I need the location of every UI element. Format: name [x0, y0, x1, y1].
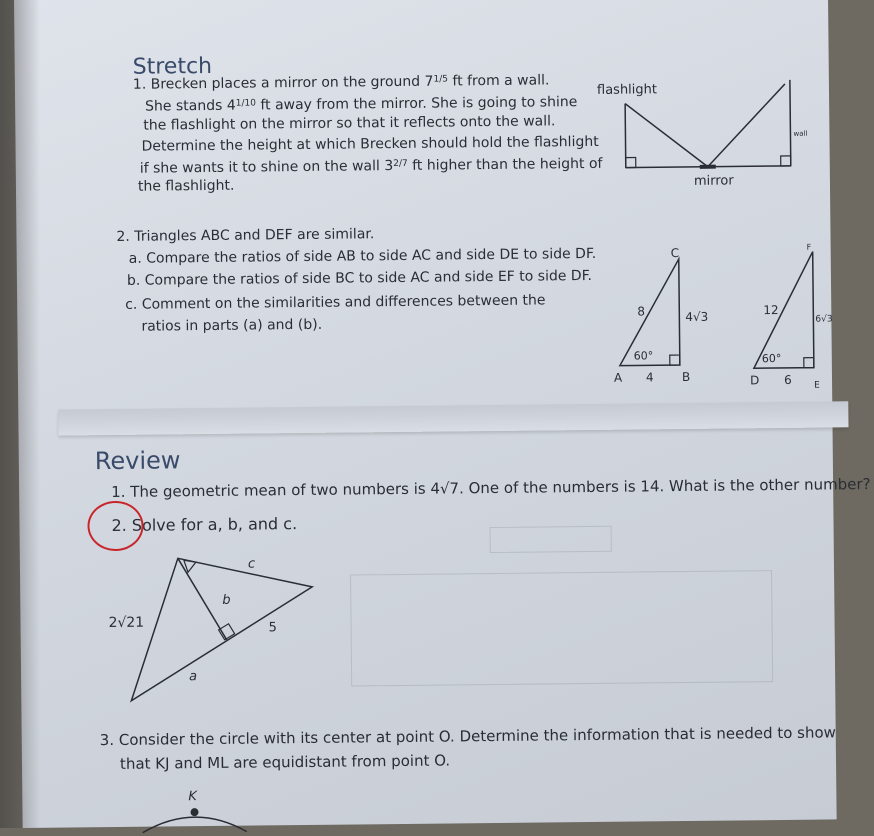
- side-df-label: 12: [763, 303, 779, 318]
- side-bc-label: 4√3: [685, 309, 709, 324]
- review-q1: 1. The geometric mean of two numbers is 4√7. One of the numbers is 14. What is the other number?: [111, 475, 871, 502]
- side-ac-label: 8: [637, 304, 646, 319]
- triangle-abc: [605, 247, 717, 398]
- triangle-def: [735, 241, 837, 398]
- side-ab-label: 4: [645, 370, 654, 385]
- red-marker-circle: [87, 501, 144, 552]
- altitude-line: [178, 558, 227, 640]
- answer-box-2: [350, 570, 773, 686]
- q1-line-4: Determine the height at which Brecken should hold the flashlight: [141, 133, 599, 155]
- mirror-label: mirror: [693, 173, 734, 189]
- review-q3-line-1: 3. Consider the circle with its center at point O. Determine the information that is needed to show: [99, 723, 836, 750]
- review-heading: Review: [94, 446, 181, 476]
- review-triangle-figure: [108, 549, 330, 711]
- side-de-label: 6: [783, 372, 792, 387]
- fraction-3-2-7: 2/7: [393, 158, 408, 170]
- light-ray-incoming: [625, 103, 708, 168]
- mirror-shape: [700, 165, 716, 169]
- mirror-flashlight-diagram: [595, 80, 806, 194]
- answer-box-1: [490, 526, 612, 553]
- review-q2: 2. Solve for a, b, and c.: [111, 514, 298, 536]
- angle-a-label: 60°: [633, 349, 654, 363]
- label-a: a: [189, 669, 198, 685]
- q1-line-5: if she wants it to shine on the wall 32/7 ft higher than the height of: [139, 155, 603, 177]
- label-c: c: [247, 556, 256, 572]
- vertex-b: B: [681, 369, 691, 385]
- q2-intro: 2. Triangles ABC and DEF are similar.: [116, 226, 375, 245]
- wall-label: wall: [793, 129, 808, 138]
- wall-line: [790, 80, 791, 166]
- section-divider: [58, 401, 848, 435]
- q1-line-6: the flashlight.: [137, 177, 235, 195]
- binding-shadow: [0, 0, 40, 828]
- triangle-abc-right-angle: [670, 355, 680, 365]
- wall-right-angle: [781, 156, 791, 166]
- angle-d-label: 60°: [761, 351, 782, 366]
- point-k: [190, 808, 198, 816]
- label-b: b: [222, 592, 231, 608]
- q2-part-a: a. Compare the ratios of side AB to side AC and side DE to side DF.: [128, 245, 597, 267]
- triangle-def-right-angle: [804, 358, 814, 368]
- side-ef-label: 6√3: [815, 314, 833, 325]
- q1-line-2: She stands 41/10 ft away from the mirror. She is going to shine: [145, 94, 578, 115]
- circle-arc: [143, 817, 247, 833]
- triangle-def-shape: [753, 252, 814, 369]
- circle-figure: [132, 783, 293, 835]
- worksheet-page: [14, 0, 871, 828]
- vertex-e: E: [814, 380, 820, 391]
- light-ray-reflected: [707, 84, 786, 167]
- fraction-4-1-10: 1/10: [235, 98, 256, 109]
- stretch-heading: Stretch: [132, 53, 213, 80]
- review-triangle-shape: [130, 557, 313, 701]
- q2-part-c-1: c. Comment on the similarities and differences between the: [125, 292, 546, 313]
- q2-part-b: b. Compare the ratios of side BC to side AC and side EF to side DF.: [126, 267, 593, 289]
- vertex-f: F: [806, 242, 812, 252]
- vertex-d: D: [749, 373, 760, 388]
- q1-line-3: the flashlight on the mirror so that it reflects onto the wall.: [143, 113, 556, 134]
- q1-tail-1: ft from a wall.: [447, 72, 550, 90]
- vertex-a: A: [613, 370, 623, 385]
- flashlight-label: flashlight: [596, 82, 658, 98]
- q1-text-1: 1. Brecken places a mirror on the ground 7: [132, 73, 434, 93]
- vertex-c: C: [670, 246, 680, 261]
- review-q3-line-2: that KJ and ML are equidistant from point O.: [119, 751, 451, 773]
- q2-part-c-2: ratios in parts (a) and (b).: [141, 316, 323, 335]
- label-5: 5: [268, 620, 277, 636]
- label-2-root-21: 2√21: [108, 614, 145, 632]
- right-angle-mark: [626, 157, 636, 167]
- point-k-label: K: [188, 789, 197, 805]
- fraction-7-1-5: 1/5: [433, 74, 449, 85]
